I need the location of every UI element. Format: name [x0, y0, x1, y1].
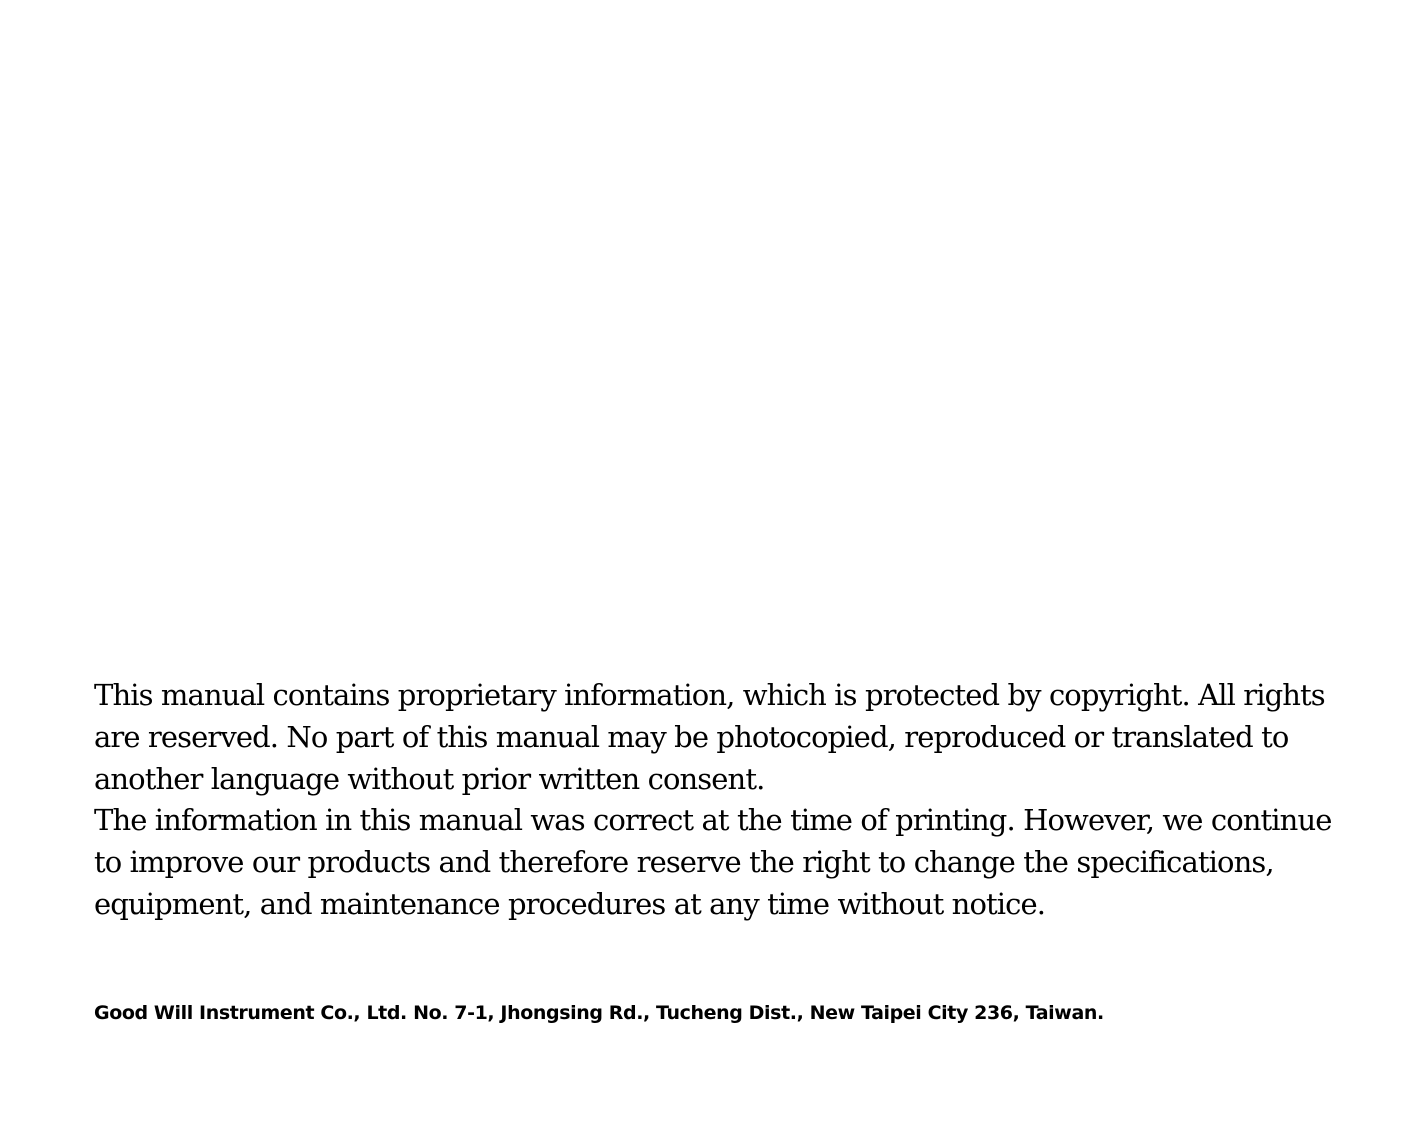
company-address: Good Will Instrument Co., Ltd. No. 7-1, Jhongsing Rd., Tucheng Dist., New Taipei City 236, Taiwan.	[94, 1002, 1104, 1024]
copyright-notice	[94, 675, 1344, 926]
copyright-paragraph: This manual contains proprietary information, which is protected by copyright. All rights are reserved. No part of this manual may be photocopied, reproduced or translated to another language without prior written consent.	[94, 678, 1325, 796]
disclaimer-paragraph: The information in this manual was correct at the time of printing. However, we continue to improve our products and therefore reserve the right to change the specifications, equipment, and maintenance procedures at any time without notice.	[94, 803, 1332, 921]
